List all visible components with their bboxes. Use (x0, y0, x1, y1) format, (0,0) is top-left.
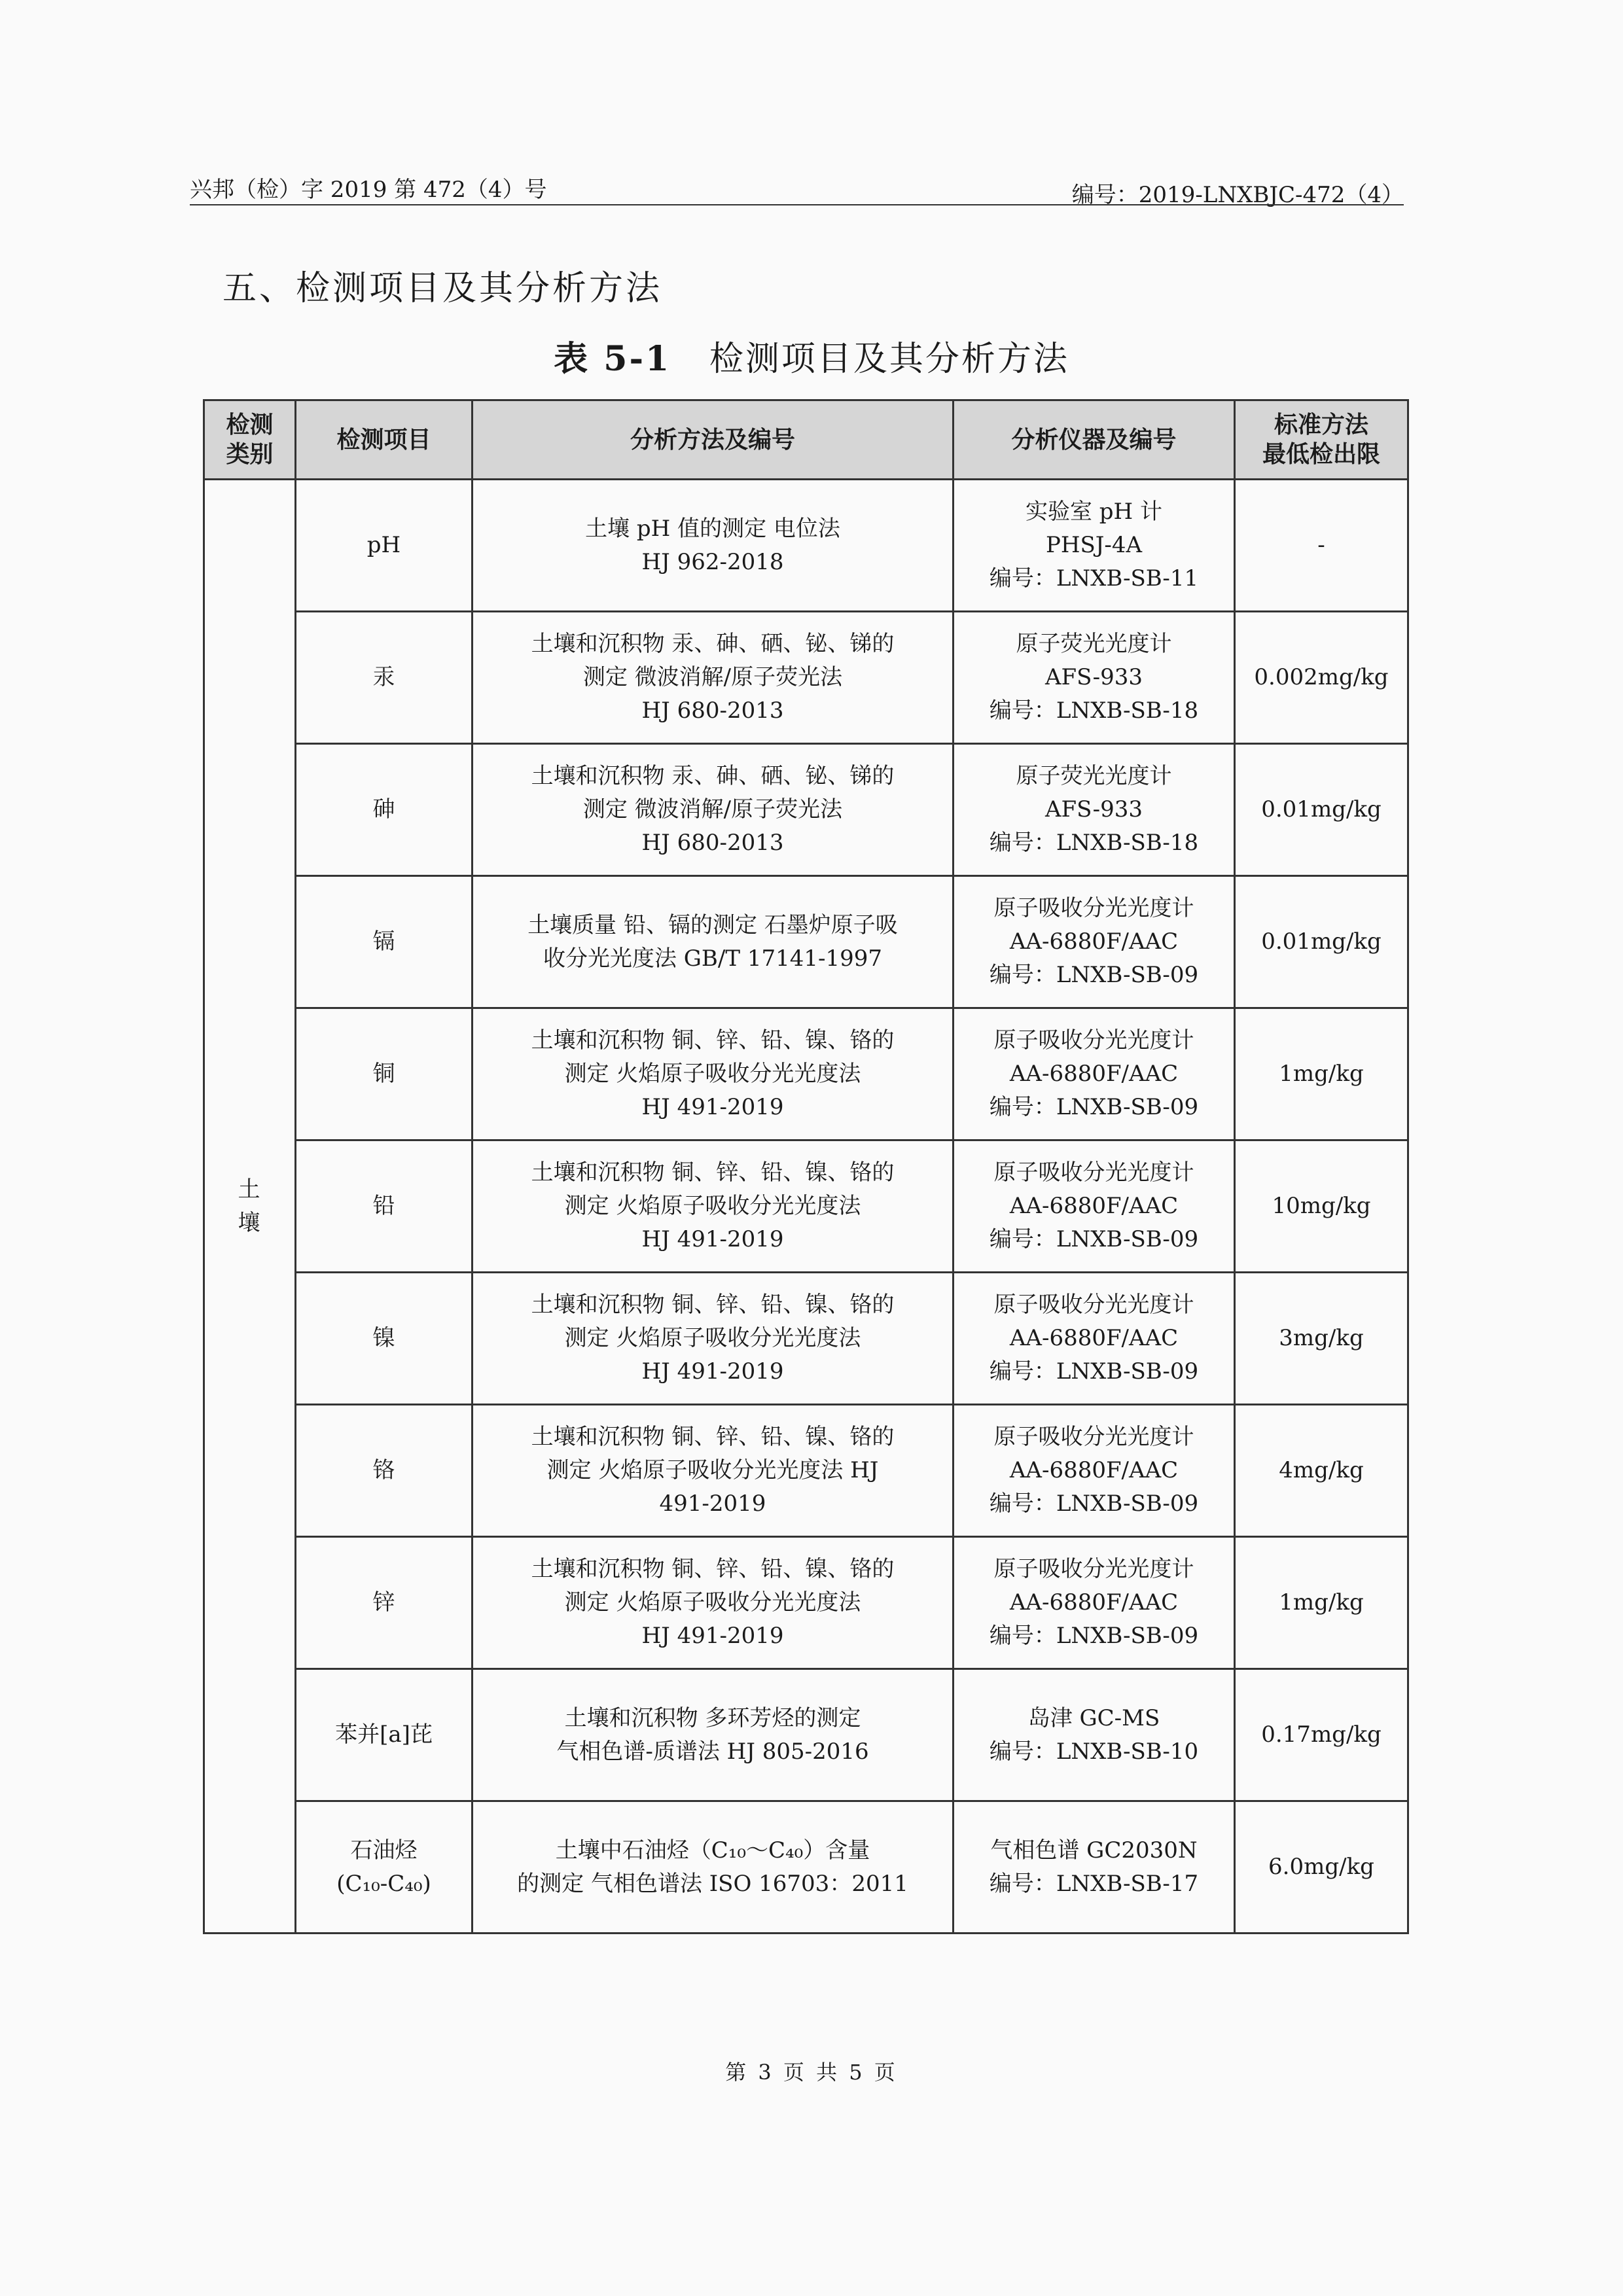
instrument-line: 编号：LNXB-SB-18 (989, 830, 1199, 856)
method-line: 测定 火焰原子吸收分光光度法 HJ (546, 1457, 879, 1483)
method-line: 测定 火焰原子吸收分光光度法 (564, 1061, 861, 1087)
detection-limit: 0.01mg/kg (1261, 796, 1382, 822)
table-row (204, 1801, 1408, 1934)
item-cell (296, 1405, 473, 1537)
instrument-line: 原子荧光光度计 (1016, 631, 1172, 657)
detection-limit: - (1317, 532, 1325, 558)
instrument-cell (954, 1669, 1235, 1801)
instrument-line: 编号：LNXB-SB-09 (989, 1358, 1199, 1385)
method-line: HJ 491-2019 (641, 1226, 784, 1252)
detection-limit: 3mg/kg (1279, 1325, 1364, 1351)
header-category: 检测 类别 (204, 400, 296, 480)
limit-cell (1235, 612, 1408, 744)
item-cell (296, 1008, 473, 1140)
instrument-line: AA-6880F/AAC (1009, 1061, 1179, 1087)
instrument-cell (954, 1405, 1235, 1537)
item-name: 铬 (372, 1457, 395, 1483)
header-limit: 标准方法 最低检出限 (1235, 400, 1408, 480)
item-cell (296, 876, 473, 1008)
header-instrument: 分析仪器及编号 (954, 400, 1235, 480)
instrument-line: 编号：LNXB-SB-09 (989, 1226, 1199, 1252)
limit-cell (1235, 480, 1408, 612)
item-name: 镍 (372, 1325, 395, 1351)
table-number: 表 5-1 (554, 339, 671, 379)
instrument-cell (954, 744, 1235, 876)
method-line: HJ 491-2019 (641, 1358, 784, 1385)
item-name: 苯并[a]芘 (335, 1722, 433, 1748)
method-line: 测定 微波消解/原子荧光法 (582, 796, 843, 822)
method-line: 土壤 pH 值的测定 电位法 (585, 515, 840, 542)
method-line: 土壤和沉积物 铜、锌、铅、镍、铬的 (531, 1556, 895, 1582)
method-cell (473, 1008, 954, 1140)
method-cell (473, 1669, 954, 1801)
instrument-line: 编号：LNXB-SB-17 (989, 1870, 1199, 1897)
method-cell (473, 1273, 954, 1405)
method-line: 土壤和沉积物 汞、砷、硒、铋、锑的 (531, 763, 895, 789)
method-line: 测定 火焰原子吸收分光光度法 (564, 1325, 861, 1351)
page-footer: 第 3 页 共 5 页 (725, 2060, 898, 2085)
instrument-line: 实验室 pH 计 (1025, 499, 1163, 525)
item-cell (296, 1669, 473, 1801)
method-cell (473, 876, 954, 1008)
instrument-line: 原子吸收分光光度计 (993, 1424, 1194, 1450)
category-label: 土 壤 (238, 1176, 262, 1236)
table-row (204, 1008, 1408, 1140)
method-line: 测定 微波消解/原子荧光法 (582, 664, 843, 690)
instrument-line: 编号：LNXB-SB-09 (989, 1094, 1199, 1120)
detection-limit: 6.0mg/kg (1268, 1854, 1374, 1880)
instrument-line: 原子吸收分光光度计 (993, 895, 1194, 921)
method-line: 土壤和沉积物 汞、砷、硒、铋、锑的 (531, 631, 895, 657)
header-method: 分析方法及编号 (473, 400, 954, 480)
method-line: HJ 680-2013 (641, 698, 784, 724)
item-name: (C₁₀-C₄₀) (336, 1870, 431, 1897)
instrument-line: AA-6880F/AAC (1009, 1589, 1179, 1616)
instrument-cell (954, 612, 1235, 744)
instrument-line: 原子吸收分光光度计 (993, 1159, 1194, 1186)
method-line: 气相色谱-质谱法 HJ 805-2016 (556, 1738, 869, 1765)
limit-cell (1235, 876, 1408, 1008)
detection-limit: 0.01mg/kg (1261, 928, 1382, 955)
method-cell (473, 1140, 954, 1273)
instrument-line: 编号：LNXB-SB-10 (989, 1738, 1199, 1765)
method-cell (473, 1405, 954, 1537)
method-line: HJ 491-2019 (641, 1623, 784, 1649)
method-line: HJ 491-2019 (641, 1094, 784, 1120)
table-row (204, 1405, 1408, 1537)
method-line: 的测定 气相色谱法 ISO 16703：2011 (517, 1870, 908, 1897)
method-cell (473, 480, 954, 612)
method-line: 土壤和沉积物 铜、锌、铅、镍、铬的 (531, 1292, 895, 1318)
item-name: 石油烃 (350, 1837, 418, 1863)
method-cell (473, 612, 954, 744)
header-report-number: 兴邦（检）字 2019 第 472（4）号 (190, 177, 547, 203)
table-row (204, 612, 1408, 744)
header-document-code: 编号：2019-LNXBJC-472（4） (1071, 182, 1404, 208)
table-row (204, 1537, 1408, 1669)
method-line: 收分光光度法 GB/T 17141-1997 (543, 945, 883, 972)
item-cell (296, 1273, 473, 1405)
limit-cell (1235, 1140, 1408, 1273)
category-cell (204, 480, 296, 1934)
instrument-line: AFS-933 (1044, 664, 1143, 690)
limit-cell (1235, 1801, 1408, 1934)
table-row (204, 1140, 1408, 1273)
instrument-line: 编号：LNXB-SB-11 (989, 565, 1199, 592)
instrument-line: 编号：LNXB-SB-09 (989, 1623, 1199, 1649)
item-name: 砷 (372, 796, 395, 822)
detection-limit: 4mg/kg (1279, 1457, 1364, 1483)
instrument-line: 编号：LNXB-SB-09 (989, 1491, 1199, 1517)
table-row (204, 1273, 1408, 1405)
detection-limit: 10mg/kg (1272, 1193, 1371, 1219)
instrument-line: AA-6880F/AAC (1009, 1325, 1179, 1351)
method-line: 测定 火焰原子吸收分光光度法 (564, 1589, 861, 1616)
item-name: 镉 (372, 928, 395, 955)
instrument-line: AFS-933 (1044, 796, 1143, 822)
instrument-line: AA-6880F/AAC (1009, 928, 1179, 955)
method-line: 土壤中石油烃（C₁₀～C₄₀）含量 (555, 1837, 870, 1863)
instrument-line: AA-6880F/AAC (1009, 1457, 1179, 1483)
table-title (0, 331, 1623, 380)
item-name: pH (366, 532, 401, 558)
table-name: 检测项目及其分析方法 (709, 340, 1069, 379)
table-row (204, 744, 1408, 876)
method-cell (473, 1537, 954, 1669)
table-row (204, 1669, 1408, 1801)
method-line: 土壤和沉积物 铜、锌、铅、镍、铬的 (531, 1424, 895, 1450)
item-name: 汞 (372, 664, 395, 690)
method-cell (473, 744, 954, 876)
item-cell (296, 1537, 473, 1669)
table-row (204, 480, 1408, 612)
method-line: HJ 680-2013 (641, 830, 784, 856)
item-cell (296, 480, 473, 612)
item-cell (296, 612, 473, 744)
method-line: 土壤和沉积物 多环芳烃的测定 (564, 1704, 861, 1731)
instrument-cell (954, 1537, 1235, 1669)
item-cell (296, 744, 473, 876)
method-cell (473, 1801, 954, 1934)
section-title: 五、检测项目及其分析方法 (223, 269, 663, 308)
detection-limit: 1mg/kg (1279, 1589, 1364, 1616)
instrument-line: 原子吸收分光光度计 (993, 1556, 1194, 1582)
method-line: 土壤质量 铅、镉的测定 石墨炉原子吸 (527, 911, 898, 938)
item-name: 铜 (372, 1061, 395, 1087)
item-name: 铅 (372, 1193, 395, 1219)
instrument-line: AA-6880F/AAC (1009, 1193, 1179, 1219)
method-line: 土壤和沉积物 铜、锌、铅、镍、铬的 (531, 1027, 895, 1053)
limit-cell (1235, 1537, 1408, 1669)
analysis-methods-table (203, 399, 1409, 1934)
method-line: 土壤和沉积物 铜、锌、铅、镍、铬的 (531, 1159, 895, 1186)
instrument-cell (954, 480, 1235, 612)
instrument-cell (954, 876, 1235, 1008)
instrument-line: 编号：LNXB-SB-09 (989, 962, 1199, 988)
instrument-cell (954, 1273, 1235, 1405)
instrument-cell (954, 1140, 1235, 1273)
detection-limit: 0.002mg/kg (1254, 664, 1389, 690)
table-row (204, 876, 1408, 1008)
instrument-line: PHSJ-4A (1045, 532, 1143, 558)
instrument-line: 岛津 GC-MS (1027, 1704, 1160, 1731)
instrument-line: 原子吸收分光光度计 (993, 1027, 1194, 1053)
method-line: HJ 962-2018 (641, 548, 784, 575)
limit-cell (1235, 744, 1408, 876)
instrument-cell (954, 1008, 1235, 1140)
instrument-line: 原子荧光光度计 (1016, 763, 1172, 789)
item-cell (296, 1140, 473, 1273)
limit-cell (1235, 1669, 1408, 1801)
table-header-row (204, 400, 1408, 480)
detection-limit: 1mg/kg (1279, 1061, 1364, 1087)
limit-cell (1235, 1273, 1408, 1405)
item-cell (296, 1801, 473, 1934)
header-item: 检测项目 (296, 400, 473, 480)
detection-limit: 0.17mg/kg (1261, 1722, 1382, 1748)
limit-cell (1235, 1405, 1408, 1537)
limit-cell (1235, 1008, 1408, 1140)
method-line: 测定 火焰原子吸收分光光度法 (564, 1193, 861, 1219)
item-name: 锌 (372, 1589, 395, 1616)
instrument-line: 编号：LNXB-SB-18 (989, 698, 1199, 724)
instrument-line: 气相色谱 GC2030N (990, 1837, 1198, 1863)
header-divider (190, 204, 1404, 205)
method-line: 491-2019 (659, 1491, 766, 1517)
instrument-line: 原子吸收分光光度计 (993, 1292, 1194, 1318)
instrument-cell (954, 1801, 1235, 1934)
